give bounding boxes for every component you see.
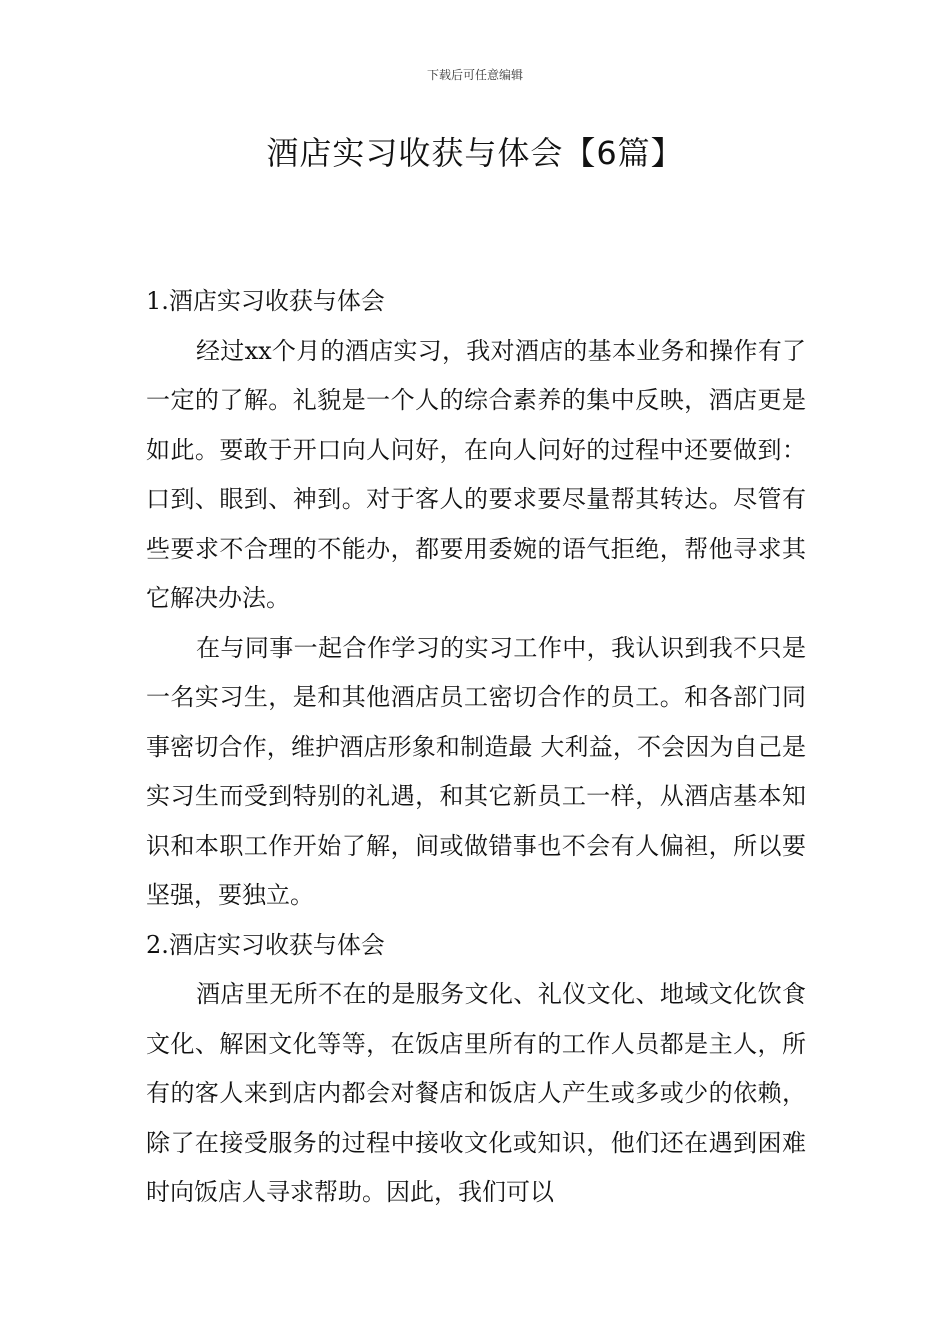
paragraph: 酒店里无所不在的是服务文化、礼仪文化、地域文化饮食文化、解困文化等等，在饭店里所有的工作人员都是主人，所有的客人来到店内都会对餐店和饭店人产生或多或少的依赖，除了在接受服务的过程中接收文化或知识，他们还在遇到困难时向饭店人寻求帮助。因此，我们可以 [146, 980, 806, 1206]
paragraph: 在与同事一起合作学习的实习工作中，我认识到我不只是一名实习生，是和其他酒店员工密切合作的员工。和各部门同事密切合作，维护酒店形象和制造最 大利益，不会因为自己是实习生而受到特别的礼遇，和其它新员工一样，从酒店基本知识和本职工作开始了解，间或做错事也不会有人偏袒，所以要坚强，要独立。 [146, 633, 806, 909]
document-title: 酒店实习收获与体会【6篇】 [266, 134, 684, 172]
section-heading: 2.酒店实习收获与体会 [146, 930, 385, 959]
section-heading: 1.酒店实习收获与体会 [146, 287, 385, 315]
document-body [146, 277, 806, 1218]
paragraph: 经过xx个月的酒店实习，我对酒店的基本业务和操作有了一定的了解。礼貌是一个人的综合素养的集中反映，酒店更是如此。要敢于开口向人问好，在向人问好的过程中还要做到：口到、眼到、神到。对于客人的要求要尽量帮其转达。尽管有些要求不合理的不能办，都要用委婉的语气拒绝，帮他寻求其它解决办法。 [146, 336, 806, 612]
header-note: 下载后可任意编辑 [426, 68, 523, 82]
